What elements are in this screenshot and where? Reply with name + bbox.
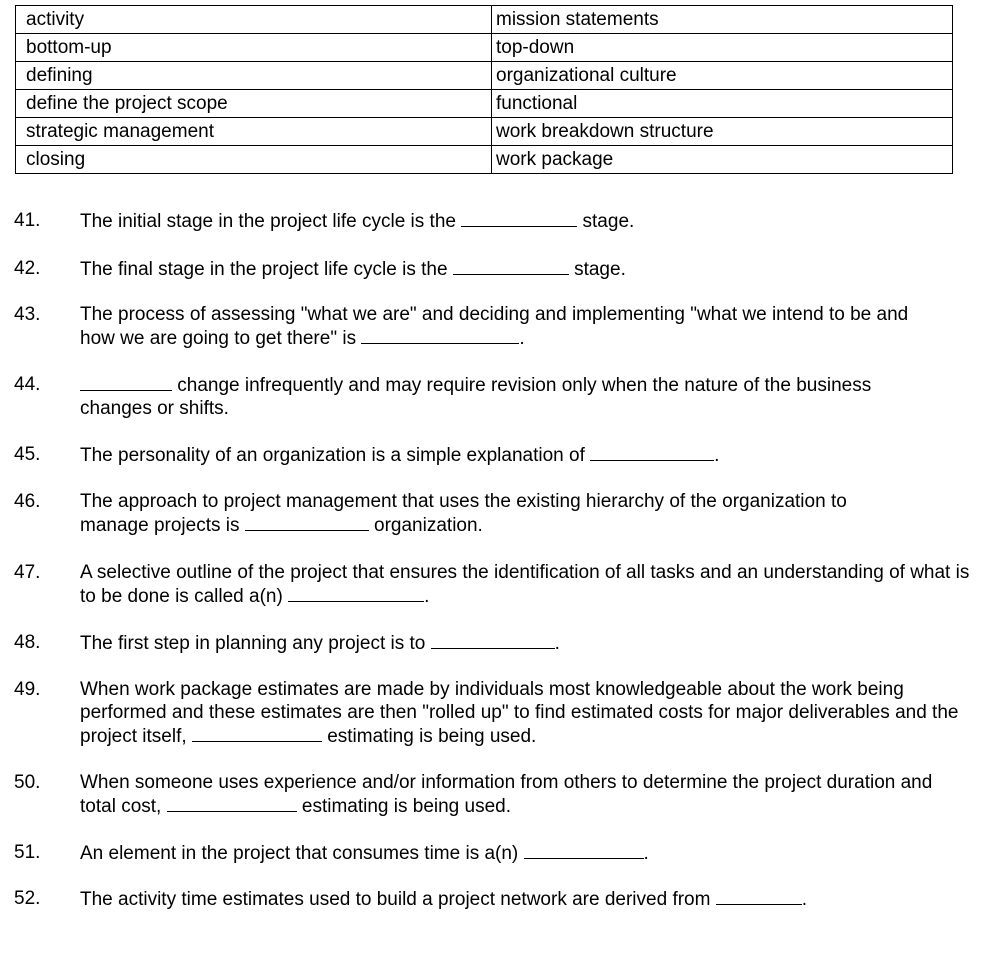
question-text: The process of assessing "what we are" and deciding and implementing "what we intend to be and how we are going to get there" is . <box>80 304 909 349</box>
question-text: change infrequently and may require revision only when the nature of the business changes or shifts. <box>80 375 872 419</box>
question-text: The final stage in the project life cycle is the stage. <box>80 259 626 280</box>
question-number: 47. <box>14 562 41 583</box>
word-bank-term: bottom-up <box>16 34 492 62</box>
question-number: 45. <box>14 444 41 465</box>
question-number: 42. <box>14 258 41 279</box>
answer-blank <box>716 887 802 905</box>
question-text: The activity time estimates used to build a project network are derived from . <box>80 889 808 910</box>
question-number: 50. <box>14 772 41 793</box>
question-text: The first step in planning any project is to . <box>80 633 560 654</box>
answer-blank <box>192 724 322 742</box>
answer-blank <box>461 209 577 227</box>
word-bank-row <box>16 146 953 174</box>
word-bank-term: defining <box>16 62 492 90</box>
word-bank-term: strategic management <box>16 118 492 146</box>
question-text: A selective outline of the project that ensures the identification of all tasks and an understanding of what is to be done is called a(n) . <box>80 562 970 607</box>
question-number: 43. <box>14 304 41 325</box>
word-bank-term: closing <box>16 146 492 174</box>
question-text: The initial stage in the project life cycle is the stage. <box>80 211 635 232</box>
answer-blank <box>361 326 519 344</box>
question-text: The approach to project management that uses the existing hierarchy of the organization to manage projects is organization. <box>80 491 847 536</box>
question-text: When work package estimates are made by individuals most knowledgeable about the work being performed and these estimates are then "rolled up" to find estimated costs for major deliverables and the project itself, estimating is being used. <box>80 679 959 747</box>
word-bank-term: functional <box>492 90 953 118</box>
word-bank-term: work breakdown structure <box>492 118 953 146</box>
answer-blank <box>453 257 569 275</box>
word-bank-table <box>15 5 953 174</box>
answer-blank <box>431 631 555 649</box>
question-number: 51. <box>14 842 41 863</box>
word-bank-term: top-down <box>492 34 953 62</box>
question-number: 41. <box>14 210 41 231</box>
answer-blank <box>590 443 714 461</box>
word-bank-term: activity <box>16 6 492 34</box>
word-bank-row <box>16 62 953 90</box>
word-bank-term: mission statements <box>492 6 953 34</box>
question-number: 44. <box>14 374 41 395</box>
answer-blank <box>524 841 644 859</box>
word-bank-term: organizational culture <box>492 62 953 90</box>
word-bank-row <box>16 90 953 118</box>
word-bank-term: work package <box>492 146 953 174</box>
question-text: When someone uses experience and/or information from others to determine the project duration and total cost, estimating is being used. <box>80 772 933 817</box>
question-text: An element in the project that consumes time is a(n) . <box>80 843 649 864</box>
question-text: The personality of an organization is a simple explanation of . <box>80 445 720 466</box>
question-number: 49. <box>14 679 41 700</box>
answer-blank <box>80 373 172 391</box>
question-number: 46. <box>14 491 41 512</box>
word-bank-row <box>16 118 953 146</box>
question-number: 52. <box>14 888 41 909</box>
question-number: 48. <box>14 632 41 653</box>
word-bank-row <box>16 34 953 62</box>
word-bank-term: define the project scope <box>16 90 492 118</box>
answer-blank <box>167 794 297 812</box>
answer-blank <box>288 584 424 602</box>
word-bank-row <box>16 6 953 34</box>
answer-blank <box>245 513 369 531</box>
